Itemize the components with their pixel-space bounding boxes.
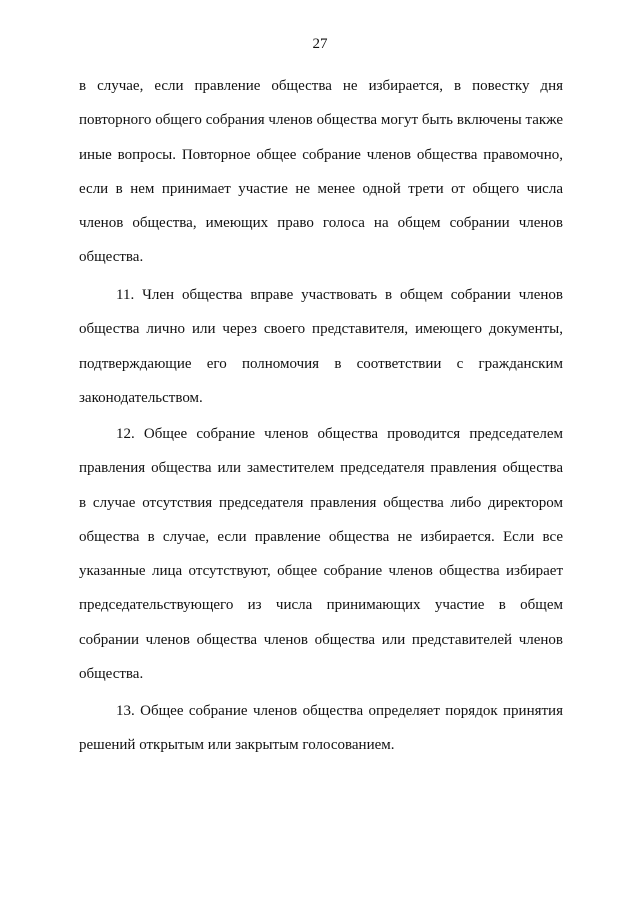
text-line: правления общества или заместителем председателя правления общества	[79, 460, 563, 477]
page-number: 27	[312, 36, 328, 52]
text-line: повторного общего собрания членов общества могут быть включены также	[79, 112, 563, 129]
text-line: решений открытым или закрытым голосованием.	[79, 737, 395, 754]
text-line: подтверждающие его полномочия в соответствии с гражданским	[79, 355, 563, 372]
text-line: общества.	[79, 666, 144, 683]
text-line: общества в случае, если правление общества не избирается. Если все	[79, 528, 563, 545]
text-line: 11. Член общества вправе участвовать в общем собрании членов	[116, 287, 563, 303]
text-line: в случае, если правление общества не избирается, в повестку дня	[79, 78, 563, 94]
text-line: иные вопросы. Повторное общее собрание членов общества правомочно,	[79, 146, 563, 163]
text-line: членов общества, имеющих право голоса на общем собрании членов	[79, 215, 563, 232]
text-line: в случае отсутствия председателя правления общества либо директором	[79, 494, 563, 511]
text-line: общества лично или через своего представителя, имеющего документы,	[79, 321, 563, 338]
text-line: собрании членов общества членов общества или представителей членов	[79, 631, 563, 648]
text-line: 12. Общее собрание членов общества проводится председателем	[116, 426, 563, 442]
text-line: 13. Общее собрание членов общества определяет порядок принятия	[116, 703, 563, 719]
text-line: законодательством.	[79, 389, 203, 406]
paragraph-item-11	[79, 285, 563, 422]
paragraph-item-12	[79, 424, 563, 698]
text-line: указанные лица отсутствуют, общее собрание членов общества избирает	[79, 563, 563, 580]
text-line: общества.	[79, 249, 144, 266]
text-line: председательствующего из числа принимающих участие в общем	[79, 597, 563, 614]
paragraph-continuation	[79, 76, 563, 282]
paragraph-item-13	[79, 701, 563, 770]
text-line: если в нем принимает участие не менее одной трети от общего числа	[79, 180, 563, 197]
